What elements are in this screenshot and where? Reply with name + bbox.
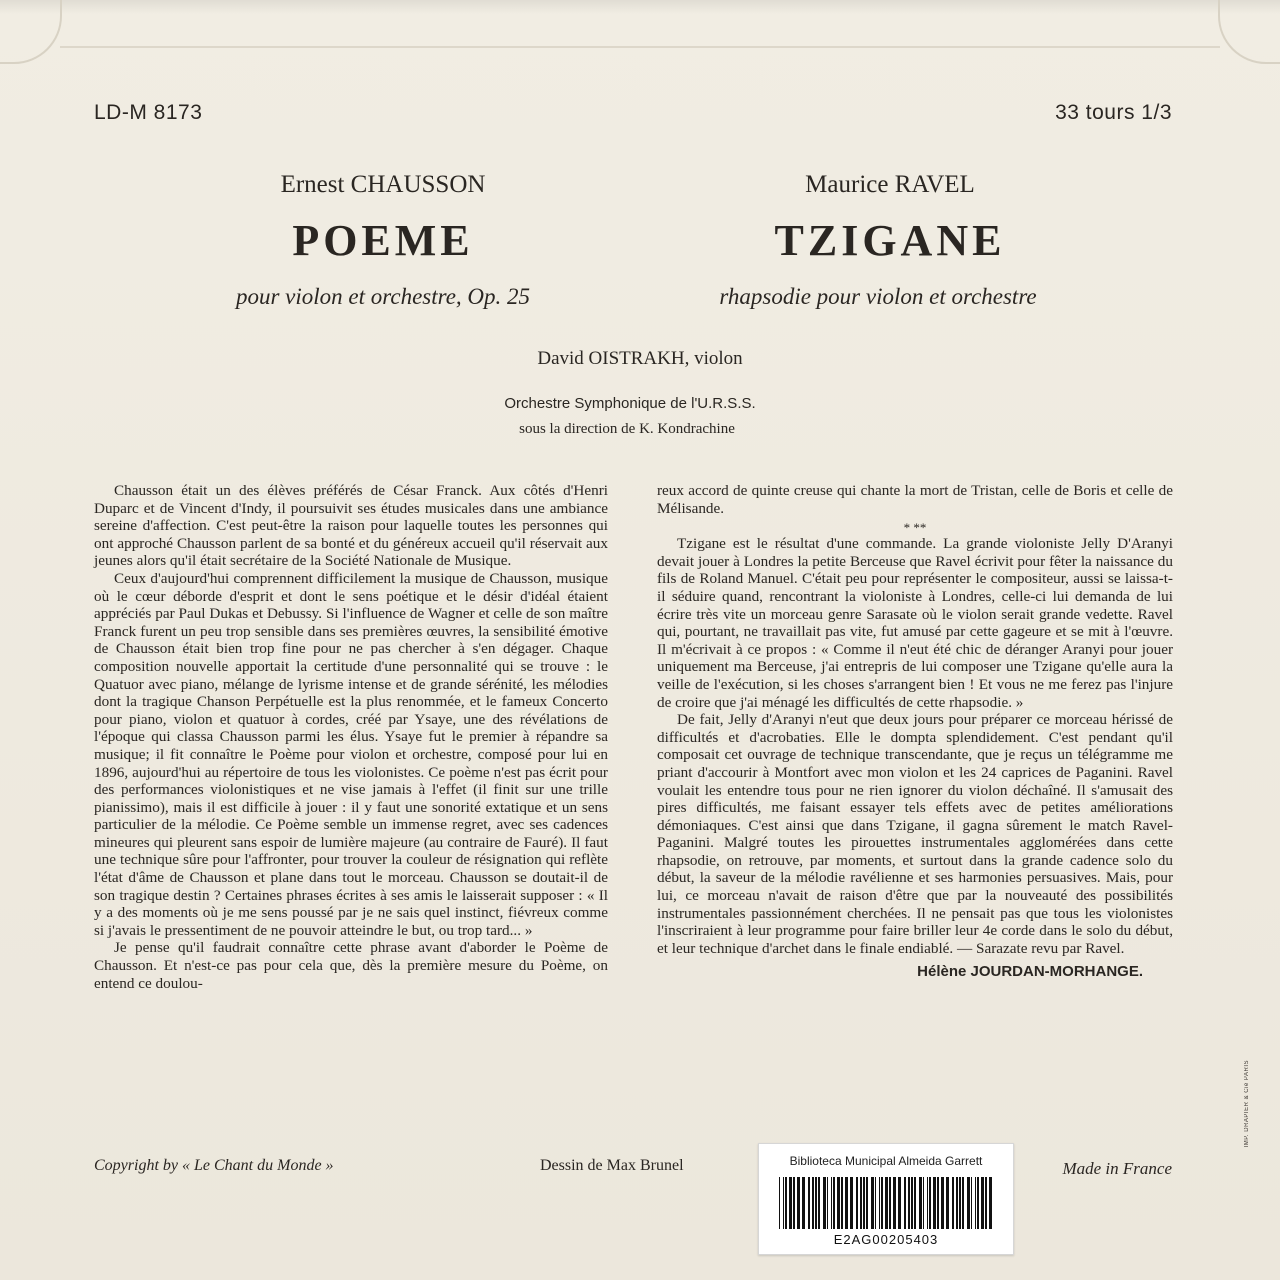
notes-paragraph: Tzigane est le résultat d'une commande. La grande violoniste Jelly D'Aranyi devait jouer à Londres la petite Berceuse que Ravel écrivit pour fêter la naissance du fils de Roland Manuel. C'était peu pour représenter le compositeur, aussi se laissa-t-il séduire quand, rencontrant la violoniste à Londres, celle-ci lui demanda de lui écrire très vite un morceau genre Sarasate où le violon serait grande vedette. Ravel qui, pourtant, ne travaillait pas vite, fut amusé par cette gageure et se mit à l'œuvre. Il m'écrivait à ce propos : « Comme il n'eut été chic de déranger Aranyi pour jouer uniquement ma Berceuse, j'ai entrepris de lui composer une Tzigane qu'elle aura la veille de l'exécution, si les choses s'arrangent bien ! Et vous ne me ferez pas l'injure de croire que j'ai ménagé les difficultés de cette rhapsodie. » <box>657 535 1173 711</box>
barcode-icon <box>777 1177 995 1229</box>
copyright-notice: Copyright by « Le Chant du Monde » <box>94 1157 334 1174</box>
sleeve-fold-left <box>0 0 62 64</box>
notes-paragraph: Ceux d'aujourd'hui comprennent difficilement la musique de Chausson, musique où le cœur déborde d'esprit et dont le sens poétique et le désir d'idéal étaient appréciés par Paul Dukas et Debussy. Si l'influence de Wagner et celle de son maître Franck furent un peu trop sensible dans ses premières œuvres, la sensibilité émotive de Chausson était bien trop fine pour ne pas chercher à s'en dégager. Chaque composition nouvelle apportait la certitude d'une personnalité qui se trouve : le Quatuor avec piano, mélange de lyrisme intense et de grande sérénité, les mélodies dont la tragique Chanson Perpétuelle est la plus renommée, et le fameux Concerto pour piano, violon et quatuor à cordes, créé par Ysaye, une des révélations de l'époque qui classa Chausson parmi les élus. Ysaye fut le premier à répandre sa musique; il fit connaître le Poème pour violon et orchestre, composé pour lui en 1896, aujourd'hui au répertoire de tous les violonistes. Ce poème n'est pas écrit pour des performances violonistiques et ne vise jamais à l'effet (il finit sur une trille pianissimo), mais il est difficile à jouer : il y faut une sonorité extatique et un sens particulier de la mélodie. Ce Poème semble un immense regret, avec ses cadences mineures qui pleurent sans espoir de lumière majeure (au contraire de Fauré). Il faut une technique sûre pour l'affronter, pour trouver la couleur de résignation qui reflète l'état d'âme de Chausson et plane dans tout le morceau. Chausson se doutait-il de son tragique destin ? Certaines phrases écrites à ses amis le laisserait supposer : « Il y a des moments où je me sens poussé par je ne sais quel instinct, fiévreux comme si j'avais le pressentiment de ne pouvoir atteindre le but, ou trop tard... » <box>94 569 608 939</box>
notes-paragraph: Je pense qu'il faudrait connaître cette phrase avant d'aborder le Poème de Chausson. Et n'est-ce pas pour cela que, dès la première mesure du Poème, on entend ce doulou- <box>94 939 608 992</box>
work-subtitle-right: rhapsodie pour violon et orchestre <box>719 284 1037 309</box>
notes-paragraph: De fait, Jelly d'Aranyi n'eut que deux jours pour préparer ce morceau hérissé de difficultés et d'acrobaties. Elle le dompta splendidement. C'est pendant qu'il composait cet ouvrage de technique transcendante, que je reçus un télégramme me priant d'accourir à Montfort avec mon violon et les 24 caprices de Paganini. Ravel voulait les entendre tous pour ne rien ignorer du violon déchaîné. Il s'amusait des pires difficultés, me faisant essayer tels effets avec de petites améliorations démoniaques. C'est ainsi que dans Tzigane, il gagna sûrement le match Ravel-Paganini. Malgré toutes les pirouettes instrumentales agglomérées dans cette rhapsodie, on retrouve, par moments, et surtout dans la grande cadence solo du début, la saveur de la mélodie ravélienne et ses harmonies persuasives. Mais, pour lui, ce morceau n'avait de raison d'être que par la nouveauté des possibilités instrumentales passionnément cherchées. Il ne pensait pas que tous les violonistes l'inscriraient à leur programme pour faire briller leur 4e corde dans le solo du début, et leur technique d'archet dans le finale endiablé. — Sarazate revu par Ravel. <box>657 711 1173 957</box>
printer-imprint: IMP. DRAPIER & Cie PARIS <box>1244 1060 1250 1148</box>
design-credit: Dessin de Max Brunel <box>540 1157 684 1174</box>
notes-author: Hélène JOURDAN-MORHANGE. <box>917 963 1143 981</box>
section-separator: * ** <box>903 520 927 536</box>
conductor: sous la direction de K. Kondrachine <box>519 421 735 437</box>
library-name: Biblioteca Municipal Almeida Garrett <box>789 1154 983 1168</box>
top-edge-shadow <box>0 0 1280 14</box>
notes-paragraph: reux accord de quinte creuse qui chante la mort de Tristan, celle de Boris et celle de Mélisande. <box>657 482 1173 517</box>
barcode-number: E2AG00205403 <box>833 1232 939 1247</box>
library-barcode-sticker <box>758 1143 1014 1255</box>
work-title-right: TZIGANE <box>774 216 1006 265</box>
soloist: David OISTRAKH, violon <box>537 348 743 369</box>
made-in-label: Made in France <box>1062 1159 1172 1178</box>
composer-right: Maurice RAVEL <box>805 171 975 198</box>
composer-left: Ernest CHAUSSON <box>280 171 486 198</box>
orchestra: Orchestre Symphonique de l'U.R.S.S. <box>504 395 756 412</box>
work-title-left: POEME <box>292 216 474 265</box>
work-subtitle-left: pour violon et orchestre, Op. 25 <box>235 284 531 309</box>
sleeve-fold-right <box>1218 0 1280 64</box>
record-speed: 33 tours 1/3 <box>1055 101 1172 124</box>
notes-paragraph: Chausson était un des élèves préférés de César Franck. Aux côtés d'Henri Duparc et de Vincent d'Indy, il poursuivit ses études musicales dans une ambiance sereine d'affection. C'est peut-être la raison pour laquelle toutes les personnes qui ont approché Chausson parlent de sa bonté et du généreux accueil qu'il réservait aux jeunes alors qu'il était secrétaire de la Société Nationale de Musique. <box>94 482 608 570</box>
sleeve-fold-top <box>60 46 1220 48</box>
catalog-number: LD-M 8173 <box>94 101 203 124</box>
liner-notes-column-1 <box>94 482 608 992</box>
liner-notes-column-2 <box>657 482 1173 981</box>
